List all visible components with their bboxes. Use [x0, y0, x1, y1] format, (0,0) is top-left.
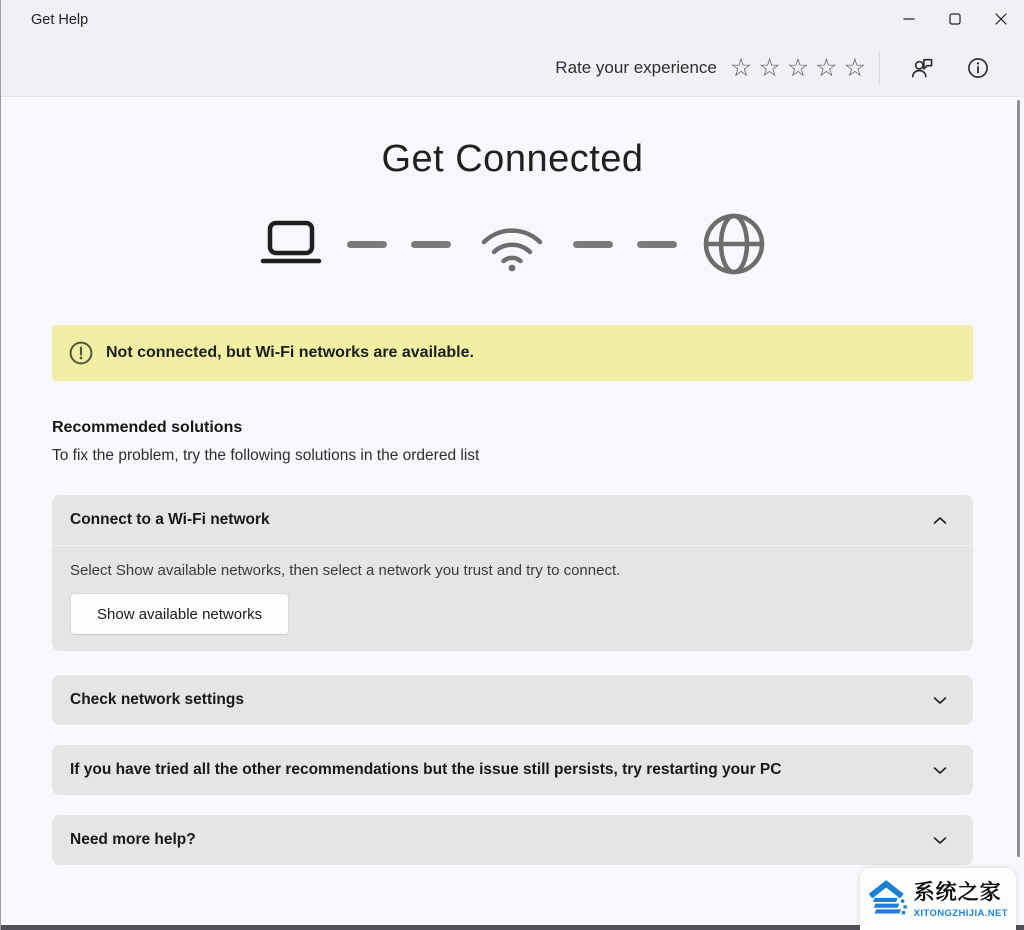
accordion-title: Need more help?: [70, 831, 196, 848]
accordion-check-network-settings: [52, 675, 973, 725]
accordion-need-more-help: [52, 815, 973, 865]
feedback-button[interactable]: [902, 48, 942, 88]
window-controls: [886, 0, 1024, 38]
minimize-icon: [903, 13, 915, 25]
star-rating-4[interactable]: ☆: [815, 53, 838, 82]
window-title: Get Help: [31, 12, 89, 28]
accordion-title: Check network settings: [70, 691, 244, 708]
star-rating-5[interactable]: ☆: [843, 53, 866, 82]
star-rating-2[interactable]: ☆: [758, 53, 781, 82]
accordion-restart-pc: [52, 745, 973, 795]
link-dash-icon: [411, 241, 451, 248]
accordion-need-more-help-header[interactable]: [52, 815, 973, 865]
rate-experience-bar: [555, 46, 1006, 90]
header-divider: [879, 51, 880, 85]
accordion-title: Connect to a Wi-Fi network: [70, 511, 270, 528]
link-dash-icon: [573, 241, 613, 248]
star-rating-1[interactable]: ☆: [729, 53, 753, 82]
solutions-list: [52, 495, 973, 865]
watermark-text: [914, 876, 1008, 919]
warning-icon: [68, 340, 94, 366]
accordion-body-text: Select Show available networks, then select a network you trust and try to connect.: [70, 562, 621, 579]
title-bar: [1, 0, 1024, 97]
show-available-networks-button[interactable]: Show available networks: [70, 593, 289, 635]
minimize-button[interactable]: [886, 0, 932, 38]
section-heading: Recommended solutions: [52, 419, 243, 436]
watermark-badge: [860, 868, 1016, 930]
watermark-name: 系统之家: [913, 880, 1002, 904]
connection-diagram: [1, 211, 1024, 277]
accordion-title: If you have tried all the other recommendations but the issue still persists, try restarting your PC: [70, 761, 782, 778]
link-dash-icon: [347, 241, 387, 248]
alert-banner: [52, 325, 973, 381]
accordion-connect-wifi-body: [52, 545, 973, 651]
rate-experience-label: Rate your experience: [555, 58, 717, 77]
accordion-restart-pc-header[interactable]: [52, 745, 973, 795]
alert-text: Not connected, but Wi-Fi networks are available.: [106, 344, 474, 361]
wifi-icon: [475, 214, 549, 274]
xitongzhijia-logo-icon: [868, 875, 908, 919]
feedback-person-icon: [909, 55, 935, 81]
link-dash-icon: [637, 241, 677, 248]
chevron-down-icon: [933, 696, 947, 705]
accordion-connect-wifi: [52, 495, 973, 651]
maximize-icon: [949, 13, 961, 25]
maximize-button[interactable]: [932, 0, 978, 38]
close-icon: [995, 13, 1007, 25]
info-button[interactable]: [958, 48, 998, 88]
main-content: [1, 98, 1024, 930]
close-button[interactable]: [978, 0, 1024, 38]
watermark-domain: XITONGZHIJIA.NET: [913, 907, 1008, 919]
section-subheading: To fix the problem, try the following solutions in the ordered list: [52, 447, 480, 464]
globe-icon: [701, 211, 767, 277]
chevron-down-icon: [933, 836, 947, 845]
accordion-connect-wifi-header[interactable]: [52, 495, 973, 545]
info-icon: [965, 55, 991, 81]
page-title: Get Connected: [381, 138, 644, 180]
vertical-scrollbar[interactable]: [1017, 100, 1020, 857]
laptop-icon: [259, 216, 323, 272]
star-rating-3[interactable]: ☆: [786, 53, 810, 82]
chevron-up-icon: [933, 516, 947, 525]
chevron-down-icon: [933, 766, 947, 775]
accordion-check-network-settings-header[interactable]: [52, 675, 973, 725]
